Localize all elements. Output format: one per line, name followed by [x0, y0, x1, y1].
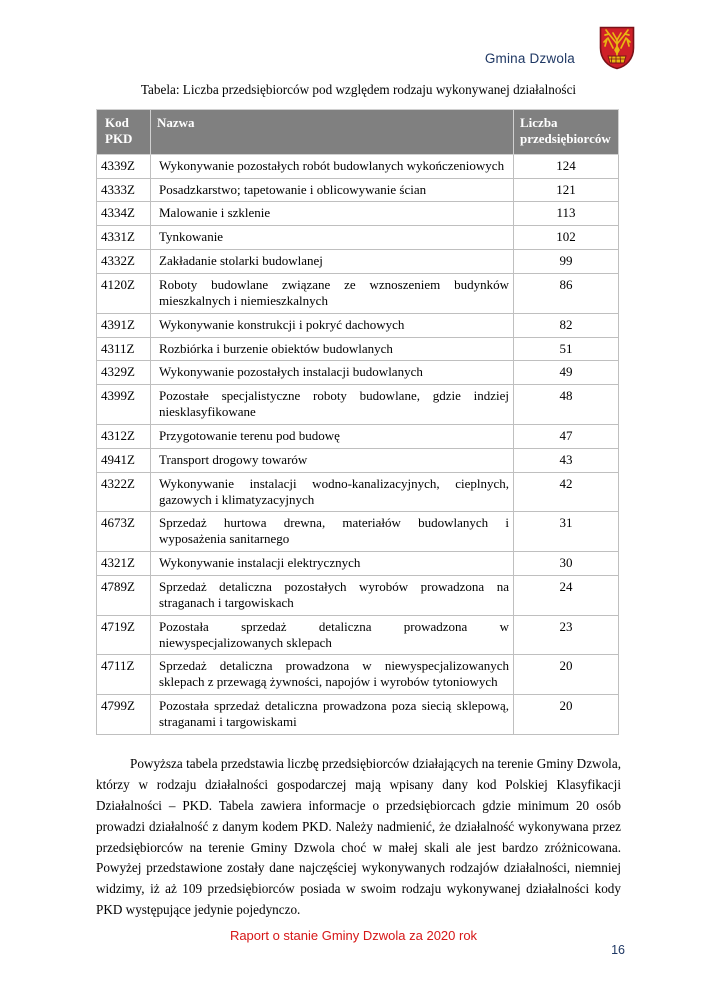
- cell-count: 86: [514, 274, 619, 314]
- cell-count: 23: [514, 615, 619, 655]
- cell-code: 4322Z: [97, 472, 151, 512]
- cell-name: Rozbiórka i burzenie obiektów budowlanych: [151, 337, 514, 361]
- cell-code: 4312Z: [97, 425, 151, 449]
- cell-count: 113: [514, 202, 619, 226]
- table-row: [97, 361, 619, 385]
- table-row: [97, 425, 619, 449]
- cell-count: 20: [514, 655, 619, 695]
- table-row: [97, 250, 619, 274]
- cell-name: Sprzedaż detaliczna prowadzona w niewyspecjalizowanych sklepach z przewagą żywności, napojów i wyrobów tytoniowych: [151, 655, 514, 695]
- cell-count: 48: [514, 385, 619, 425]
- cell-name: Wykonywanie pozostałych robót budowlanych wykończeniowych: [151, 154, 514, 178]
- cell-count: 20: [514, 695, 619, 735]
- cell-count: 124: [514, 154, 619, 178]
- cell-name: Transport drogowy towarów: [151, 448, 514, 472]
- cell-code: 4391Z: [97, 313, 151, 337]
- column-header-name: Nazwa: [151, 110, 514, 155]
- cell-count: 24: [514, 576, 619, 616]
- coat-of-arms-icon: [599, 26, 635, 70]
- cell-code: 4789Z: [97, 576, 151, 616]
- cell-count: 42: [514, 472, 619, 512]
- cell-count: 47: [514, 425, 619, 449]
- cell-count: 102: [514, 226, 619, 250]
- cell-code: 4799Z: [97, 695, 151, 735]
- cell-name: Posadzkarstwo; tapetowanie i oblicowywanie ścian: [151, 178, 514, 202]
- cell-code: 4941Z: [97, 448, 151, 472]
- cell-name: Pozostała sprzedaż detaliczna prowadzona w niewyspecjalizowanych sklepach: [151, 615, 514, 655]
- cell-count: 82: [514, 313, 619, 337]
- cell-count: 43: [514, 448, 619, 472]
- cell-name: Pozostała sprzedaż detaliczna prowadzona poza siecią sklepową, straganami i targowiskami: [151, 695, 514, 735]
- cell-name: Wykonywanie konstrukcji i pokryć dachowych: [151, 313, 514, 337]
- table-row: [97, 337, 619, 361]
- cell-count: 121: [514, 178, 619, 202]
- table-row: [97, 695, 619, 735]
- page-title: Gmina Dzwola: [484, 50, 575, 66]
- table-caption: Tabela: Liczba przedsiębiorców pod względem rodzaju wykonywanej działalności: [140, 82, 577, 97]
- table-row: [97, 226, 619, 250]
- cell-name: Sprzedaż hurtowa drewna, materiałów budowlanych i wyposażenia sanitarnego: [151, 512, 514, 552]
- table-row: [97, 512, 619, 552]
- table-row: [97, 313, 619, 337]
- cell-code: 4334Z: [97, 202, 151, 226]
- table-row: [97, 655, 619, 695]
- cell-name: Wykonywanie instalacji elektrycznych: [151, 552, 514, 576]
- page-number: 16: [611, 943, 625, 957]
- cell-code: 4339Z: [97, 154, 151, 178]
- cell-code: 4329Z: [97, 361, 151, 385]
- column-header-count: Liczba przedsiębiorców: [514, 110, 619, 155]
- cell-code: 4719Z: [97, 615, 151, 655]
- table-head: [97, 110, 619, 155]
- cell-code: 4321Z: [97, 552, 151, 576]
- cell-name: Zakładanie stolarki budowlanej: [151, 250, 514, 274]
- table-row: [97, 472, 619, 512]
- cell-count: 49: [514, 361, 619, 385]
- cell-code: 4332Z: [97, 250, 151, 274]
- cell-count: 31: [514, 512, 619, 552]
- column-header-code: Kod PKD: [97, 110, 151, 155]
- table-row: [97, 448, 619, 472]
- cell-code: 4673Z: [97, 512, 151, 552]
- cell-code: 4711Z: [97, 655, 151, 695]
- table-row: [97, 178, 619, 202]
- cell-name: Sprzedaż detaliczna pozostałych wyrobów prowadzona na straganach i targowiskach: [151, 576, 514, 616]
- cell-name: Pozostałe specjalistyczne roboty budowlane, gdzie indziej niesklasyfikowane: [151, 385, 514, 425]
- table-row: [97, 274, 619, 314]
- table-row: [97, 202, 619, 226]
- cell-name: Przygotowanie terenu pod budowę: [151, 425, 514, 449]
- table-row: [97, 615, 619, 655]
- cell-count: 30: [514, 552, 619, 576]
- cell-count: 51: [514, 337, 619, 361]
- cell-name: Malowanie i szklenie: [151, 202, 514, 226]
- cell-code: 4311Z: [97, 337, 151, 361]
- table-row: [97, 576, 619, 616]
- footer-note: Raport o stanie Gminy Dzwola za 2020 rok: [229, 928, 478, 943]
- cell-code: 4333Z: [97, 178, 151, 202]
- table-row: [97, 552, 619, 576]
- table-row: [97, 385, 619, 425]
- header-inner: [485, 26, 635, 70]
- body-paragraph: Powyższa tabela przedstawia liczbę przedsiębiorców działających na terenie Gminy Dzwola, którzy w rodzaju działalności gospodarczej mają wpisany dany kod Polskiej Klasyfikacji Działalności – PKD. Tabela zawiera informacje o przedsiębiorcach gdzie minimum 20 osób prowadzi działalność z danym kodem PKD. Należy nadmienić, że działalność wykonywana przez przedsiębiorców na terenie Gminy Dzwola choć w małej skali ale jest bardzo zróżnicowana. Powyżej przedstawione zostały dane najczęściej wykonywanych rodzajów działalności, niemniej widzimy, iż aż 109 przedsiębiorców posiada w swoim rodzaju wykonywanej działalności kody PKD występujące jedynie pojedynczo.: [96, 756, 621, 918]
- table-header-row: [97, 110, 619, 155]
- page-header: [0, 26, 707, 82]
- cell-code: 4120Z: [97, 274, 151, 314]
- table-row: [97, 154, 619, 178]
- pkd-table: [96, 109, 619, 735]
- cell-name: Wykonywanie pozostałych instalacji budowlanych: [151, 361, 514, 385]
- cell-name: Roboty budowlane związane ze wznoszeniem budynków mieszkalnych i niemieszkalnych: [151, 274, 514, 314]
- cell-count: 99: [514, 250, 619, 274]
- cell-name: Tynkowanie: [151, 226, 514, 250]
- cell-code: 4399Z: [97, 385, 151, 425]
- table-body: [97, 154, 619, 734]
- cell-name: Wykonywanie instalacji wodno-kanalizacyjnych, cieplnych, gazowych i klimatyzacyjnych: [151, 472, 514, 512]
- cell-code: 4331Z: [97, 226, 151, 250]
